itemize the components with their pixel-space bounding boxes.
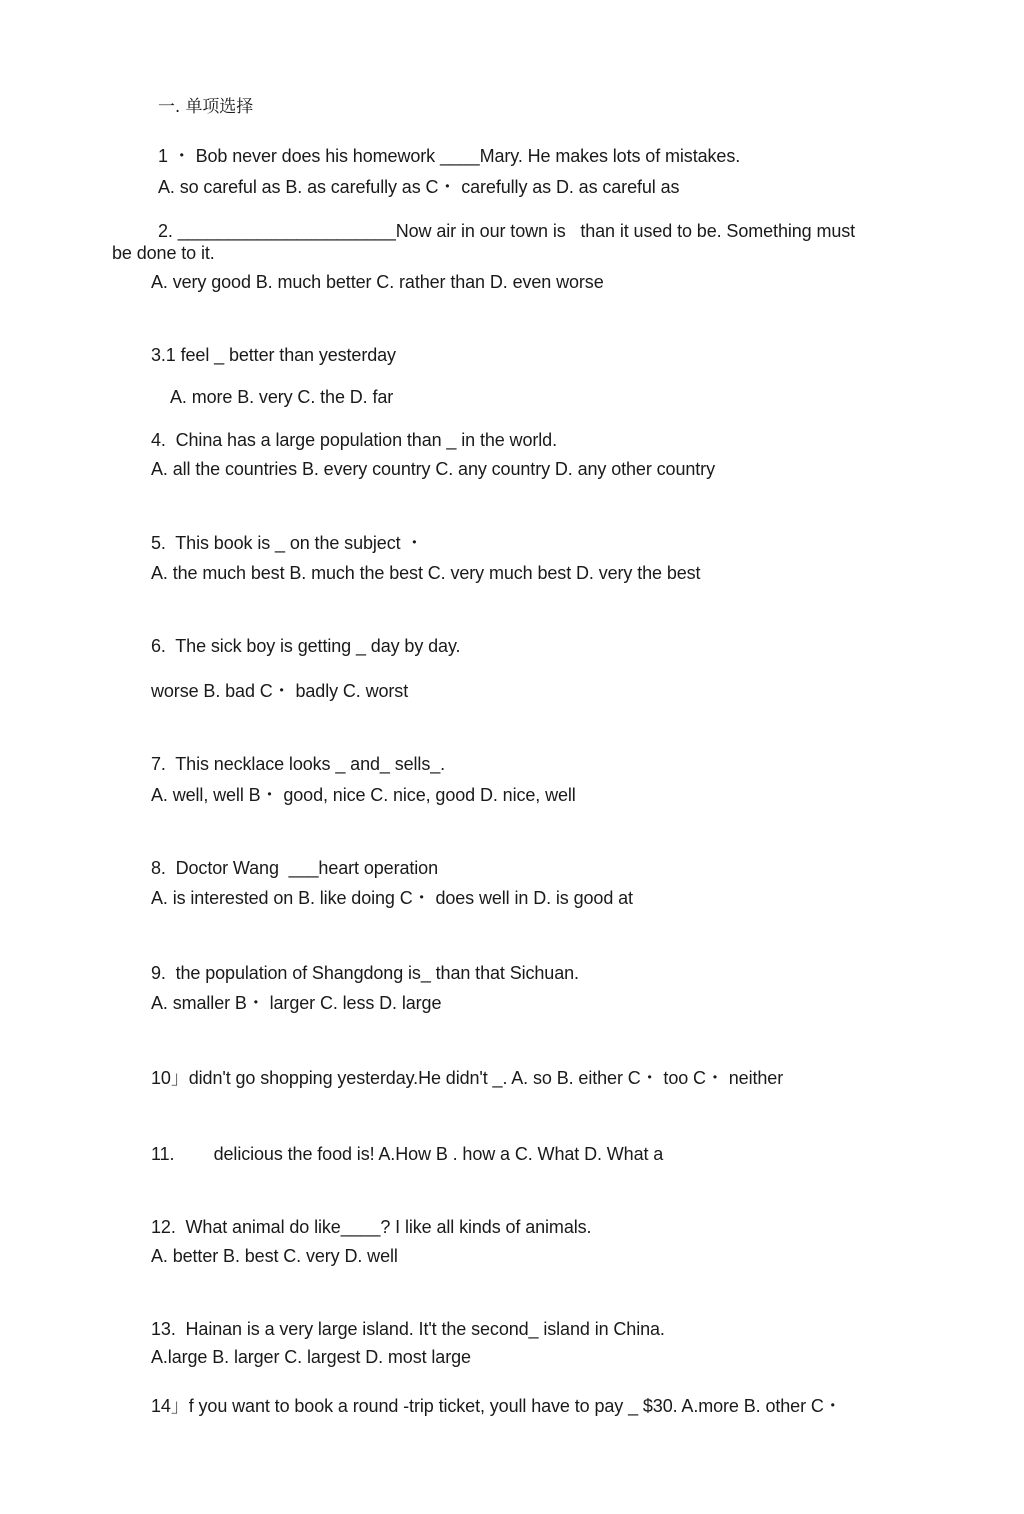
question-11: 11. delicious the food is! A.How B . how a C. What D. What a: [151, 1144, 664, 1164]
question-2-options: A. very good B. much better C. rather than D. even worse: [151, 272, 604, 292]
question-4-options: A. all the countries B. every country C. any country D. any other country: [151, 459, 715, 479]
question-4: 4. China has a large population than _ in the world.: [151, 430, 557, 450]
question-14: 14」f you want to book a round -trip ticket, youll have to pay _ $30. A.more B. other C・: [151, 1396, 842, 1416]
question-3: 3.1 feel _ better than yesterday: [151, 345, 396, 365]
question-10: 10」didn't go shopping yesterday.He didn't _. A. so B. either C・ too C・ neither: [151, 1068, 784, 1088]
question-1-options: A. so careful as B. as carefully as C・ carefully as D. as careful as: [158, 177, 680, 197]
question-12-options: A. better B. best C. very D. well: [151, 1246, 398, 1266]
question-2: 2. ______________________Now air in our town is than it used to be. Something must: [158, 221, 856, 241]
question-12: 12. What animal do like____? I like all kinds of animals.: [151, 1217, 592, 1237]
question-7: 7. This necklace looks _ and_ sells_.: [151, 754, 446, 774]
question-13: 13. Hainan is a very large island. It't the second_ island in China.: [151, 1319, 665, 1339]
question-6-options: worse B. bad C・ badly C. worst: [151, 681, 409, 701]
question-8-options: A. is interested on B. like doing C・ does well in D. is good at: [151, 888, 633, 908]
question-7-options: A. well, well B・ good, nice C. nice, good D. nice, well: [151, 785, 576, 805]
question-1: 1 ・ Bob never does his homework ____Mary. He makes lots of mistakes.: [158, 146, 741, 166]
question-6: 6. The sick boy is getting _ day by day.: [151, 636, 461, 656]
question-13-options: A.large B. larger C. largest D. most large: [151, 1347, 471, 1367]
question-2-continued: be done to it.: [112, 243, 215, 263]
section-title: 一. 单项选择: [158, 97, 254, 117]
question-3-options: A. more B. very C. the D. far: [170, 387, 394, 407]
question-5-options: A. the much best B. much the best C. very much best D. very the best: [151, 563, 701, 583]
question-8: 8. Doctor Wang ___heart operation: [151, 858, 439, 878]
question-5: 5. This book is _ on the subject ・: [151, 533, 424, 553]
question-9: 9. the population of Shangdong is_ than that Sichuan.: [151, 963, 579, 983]
question-9-options: A. smaller B・ larger C. less D. large: [151, 993, 442, 1013]
